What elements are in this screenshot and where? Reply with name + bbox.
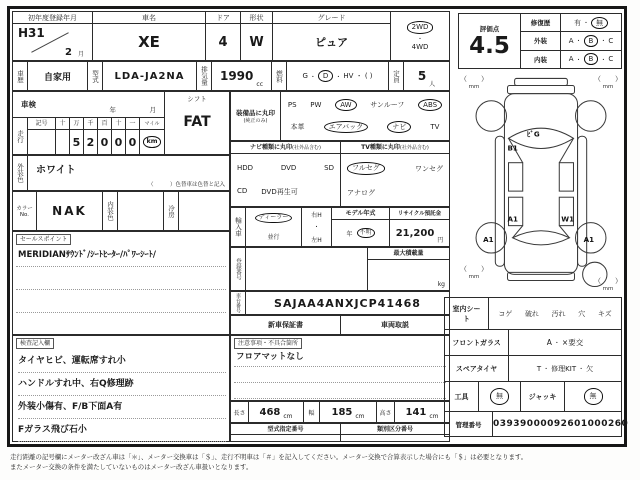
manage-no-value: 03939000092601000260 xyxy=(493,419,629,429)
front-glass-label: フロントガラス xyxy=(445,330,509,355)
classification-value xyxy=(341,435,449,441)
capacity-value: 5 xyxy=(417,69,427,83)
manage-no-row xyxy=(445,412,629,436)
seat-label: 室内シート xyxy=(445,298,489,329)
first-registration-era: H31 xyxy=(18,26,45,40)
nav-dvd-play: DVD再生可 xyxy=(261,187,298,196)
drive-2wd-circled: 2WD xyxy=(407,21,434,33)
mileage-digit: 0 xyxy=(100,135,109,149)
separator-dot: ・ xyxy=(416,35,423,43)
shaken-mileage-block xyxy=(12,91,230,155)
front-glass-ng-option: ×要交 xyxy=(561,338,584,347)
equip-leather: 本革 xyxy=(290,122,305,131)
seat-condition-row: 室内シート コゲ 破れ 汚れ 穴 キズ xyxy=(445,298,621,330)
equip-ps: PS xyxy=(287,100,297,109)
parallel-import: 並行 xyxy=(267,234,280,242)
nav-type-header: ナビ種類に丸印 xyxy=(250,144,293,151)
left-handle: 左H xyxy=(311,237,322,245)
color-change-note: （ ）色替車は色替と記入 xyxy=(147,182,225,188)
mileage-digit: 0 xyxy=(114,135,123,149)
evaluation-box xyxy=(458,13,622,69)
damage-diagram: （ ） mm （ ） mm （ ） mm （ ） mm ﾋﾞG B1 A1 A1 W1 A1 xyxy=(460,75,622,292)
mileage-digit: 5 xyxy=(72,135,81,149)
model-year-header: モデル年式 xyxy=(332,208,389,220)
registration-value xyxy=(246,248,368,290)
car-name-label: 車名 xyxy=(93,12,205,24)
footer-disclaimer xyxy=(10,452,632,472)
corner-bracket: （ ） xyxy=(594,277,622,285)
tv-oneseg: ワンセグ xyxy=(415,164,443,173)
equipment-label: 装備品に丸印 xyxy=(236,109,275,117)
spare-tire-row: スペアタイヤ T ・ 修理KIT ・ 欠 xyxy=(445,356,621,382)
note-line: ハンドルすれ中、右Q修理跡 xyxy=(18,373,226,396)
km-circled: km xyxy=(143,136,160,147)
interior-color-value xyxy=(118,192,164,230)
interior-grade-label: 内装 xyxy=(521,51,561,68)
model-code-label: 型式 xyxy=(88,62,103,90)
equipment-box xyxy=(230,91,450,141)
first-registration-month: 2 xyxy=(65,47,72,58)
shaken-cell xyxy=(13,92,164,118)
front-glass-row: フロントガラス A ・ ×要交 xyxy=(445,330,621,356)
left-rear-wheel-mark: A1 xyxy=(483,234,494,244)
sales-point-text: MERIDIANｻｳﾝﾄﾞ/ｼｰﾄﾋｰﾀｰ/ﾊﾟﾜｰｼｰﾄ/ xyxy=(18,250,156,260)
sheet-frame xyxy=(7,6,627,447)
spec-row: 車歴 自家用 型式 LDA-JA2NA 排気量 1990 cc 燃料 G ・ D ・ HV ・ ( ) 定員 5 人 xyxy=(12,61,450,91)
cautions-text: フロアマットなし xyxy=(236,352,304,362)
cautions-label: 注意事項・不具合箇所 xyxy=(234,338,302,349)
registration-row xyxy=(230,247,450,291)
displacement-label: 排気量 xyxy=(197,62,212,90)
color-no-value: NAK xyxy=(52,204,87,218)
shape-value: W xyxy=(249,34,264,50)
mile-label: マイル xyxy=(140,118,164,130)
spare-tire-label: スペアタイヤ xyxy=(445,356,509,381)
drive-type-cell xyxy=(391,12,449,60)
repair-history-label: 修復歴 xyxy=(521,14,561,31)
note-line: Fガラス飛び石小 xyxy=(18,419,226,442)
mileage-digit xyxy=(56,130,69,154)
shaken-label: 車検 xyxy=(21,100,36,109)
note-line: タイヤヒビ、運転席すれ小 xyxy=(18,350,226,373)
grade-label: グレード xyxy=(273,12,390,24)
shift-cell xyxy=(165,92,229,154)
tools-jack-row xyxy=(445,382,621,412)
length-label: 長さ xyxy=(233,409,246,417)
score-label: 評価点 xyxy=(479,25,500,33)
score-value: 4.5 xyxy=(469,33,510,59)
exterior-color-row xyxy=(12,155,230,191)
width-value: 185 xyxy=(331,406,353,418)
sales-point-box xyxy=(12,231,230,335)
recycle-deposit-unit: 円 xyxy=(437,237,444,244)
grade-value: ピュア xyxy=(315,36,348,49)
equipment-sublabel: (純正のみ) xyxy=(243,118,268,124)
displacement-unit: cc xyxy=(256,81,263,88)
fuel-other-options: HV ・ ( ) xyxy=(343,72,373,80)
nav-cd: CD xyxy=(237,186,248,195)
height-label: 高さ xyxy=(379,409,392,417)
capacity-label: 定員 xyxy=(389,62,404,90)
fuel-diesel-circled: D xyxy=(318,70,333,82)
model-year-unit: 年 xyxy=(346,230,353,238)
sales-point-label: セールスポイント xyxy=(16,234,71,245)
tv-analog: アナログ xyxy=(347,188,375,197)
condition-table xyxy=(444,297,629,437)
left-front-door-mark: B1 xyxy=(507,143,518,153)
header-row xyxy=(12,11,450,61)
type-numbers-row xyxy=(230,423,450,442)
mileage-sign-value xyxy=(28,130,55,154)
import-label: 輸入車 xyxy=(231,208,246,246)
length-value: 468 xyxy=(259,406,281,418)
tools-none-circled: 無 xyxy=(490,388,509,404)
tv-fullseg-circled: フルセグ xyxy=(347,162,385,174)
equip-navi-circled: ナビ xyxy=(387,121,411,133)
repair-no-circled: 無 xyxy=(591,17,608,29)
mileage-sign-col: 記号 xyxy=(28,118,55,130)
nav-hdd: HDD xyxy=(237,163,254,172)
jack-none-circled: 無 xyxy=(584,388,603,404)
inspection-notes-box xyxy=(12,335,230,442)
chassis-value: SAJAA4ANXJCP41468 xyxy=(274,296,421,310)
door-cell xyxy=(206,12,241,60)
jack-label: ジャッキ xyxy=(521,382,565,411)
inspection-notes-label: 検査記入欄 xyxy=(16,338,54,349)
recycle-deposit-value: 21,200 xyxy=(395,227,435,239)
mileage-digit: 0 xyxy=(128,135,137,149)
dimensions-row: 長さ 468 cm 幅 185 cm 高さ 141 cm xyxy=(230,401,450,423)
type-designation-label: 型式指定番号 xyxy=(231,424,340,435)
corner-bracket: （ ） xyxy=(460,75,488,83)
right-rear-door-mark: W1 xyxy=(561,214,575,224)
vehicle-manual-label: 車両取説 xyxy=(381,321,409,329)
use-value: 自家用 xyxy=(43,72,71,83)
mileage-row: 走行 記号 十 万 5 千 2 百 0 十 0 一 0 マイル km xyxy=(13,118,164,154)
corner-bracket: （ ） xyxy=(594,75,622,83)
fuel-label: 燃料 xyxy=(272,62,287,90)
equip-aw-circled: AW xyxy=(335,99,356,111)
ac-label: 冷房 xyxy=(164,192,179,230)
shift-value: FAT xyxy=(183,114,211,130)
color-no-row: カラー No. NAK 内装色 冷房 xyxy=(12,191,230,231)
dealer-circled: ディーラー xyxy=(255,213,293,224)
equip-airbag-circled: エアバック xyxy=(324,121,368,133)
right-rear-wheel-mark: A1 xyxy=(583,234,595,244)
import-row: 輸入車 ディーラー 並行 右H ・ 左H モデル年式 年 不明 リサイクル預託金 21,200 円 xyxy=(230,207,450,247)
exterior-grade-row: 外装 A ・ B ・ C xyxy=(521,32,621,50)
shape-label: 形状 xyxy=(241,12,272,24)
equip-sunroof: サンルーフ xyxy=(370,100,405,109)
ac-value xyxy=(179,192,229,230)
chassis-row xyxy=(230,291,450,315)
exterior-grade-label: 外装 xyxy=(521,32,561,49)
manage-no-label: 管理番号 xyxy=(445,412,493,436)
corner-bracket: （ ） xyxy=(460,265,488,273)
shaken-year-unit: 年 xyxy=(109,106,116,114)
repair-yes: 有 xyxy=(573,18,581,27)
mileage-digit: 2 xyxy=(86,135,95,149)
exterior-grade-b-circled: B xyxy=(584,35,599,47)
mileage-label: 走行 xyxy=(13,118,28,154)
nav-tv-box: ナビ種類に丸印(社外品含む) HDD DVD SD CD DVD再生可 TV種類に丸印(社外品含む) フルセグ ワンセグ アナログ xyxy=(230,141,450,207)
color-no-label: カラー xyxy=(16,206,33,212)
registration-label: 登録番号 xyxy=(231,248,246,290)
door-value: 4 xyxy=(218,34,228,50)
shaken-month-unit: 月 xyxy=(149,106,156,114)
max-load-unit: kg xyxy=(437,281,445,288)
exterior-color-value: ホワイト xyxy=(36,165,76,176)
fuel-gasoline: G xyxy=(302,72,308,80)
max-load-header: 最大積載量 xyxy=(368,248,449,260)
cautions-box xyxy=(230,335,450,401)
tools-label: 工具 xyxy=(445,382,479,411)
note-line: 外装小傷有、F/B下面A有 xyxy=(18,396,226,419)
disclaimer-line-2: またメーター交換の条件を満たしていないものはメーター改ざん車扱いとなります。 xyxy=(10,463,253,471)
interior-color-label: 内装色 xyxy=(103,192,118,230)
spare-tire-circle xyxy=(583,262,607,286)
width-label: 幅 xyxy=(308,409,315,417)
drive-4wd: 4WD xyxy=(411,42,429,51)
first-registration-label: 初年度登録年月 xyxy=(13,12,92,24)
grade-cell xyxy=(273,12,391,60)
left-rear-door-mark: A1 xyxy=(507,214,518,224)
capacity-unit: 人 xyxy=(429,81,436,88)
disclaimer-line-1: 走行距離の記号欄にメーター改ざん車は「＊」、メーター交換車は「＄」、走行不明車は「＃」を記入してください。メーター交換で合算表示した場合にも「＄」は必要となります。 xyxy=(10,453,528,461)
chassis-label: 車台番号 xyxy=(231,292,246,314)
recycle-deposit-header: リサイクル預託金 xyxy=(390,208,449,220)
car-name-cell xyxy=(93,12,206,60)
type-designation-value xyxy=(231,435,340,441)
new-car-warranty-label: 新車保証書 xyxy=(268,321,303,329)
nav-sd: SD xyxy=(324,163,334,172)
tv-type-header: TV種類に丸印 xyxy=(361,144,400,151)
equip-tv: TV xyxy=(430,122,440,131)
height-value: 141 xyxy=(405,406,427,418)
model-year-unknown-circled: 不明 xyxy=(357,228,375,239)
first-registration-cell xyxy=(13,12,93,60)
interior-grade-row: 内装 A ・ B ・ C xyxy=(521,51,621,68)
month-unit: 月 xyxy=(77,51,84,58)
equip-pw: PW xyxy=(310,100,322,109)
windshield-mark: ﾋﾞG xyxy=(526,129,540,139)
shift-label: シフト xyxy=(187,95,207,103)
nav-dvd: DVD xyxy=(280,163,297,172)
car-name-value: XE xyxy=(138,33,160,51)
displacement-value: 1990 xyxy=(219,69,254,83)
door-label: ドア xyxy=(206,12,240,24)
model-code-value: LDA-JA2NA xyxy=(114,70,185,82)
shape-cell xyxy=(241,12,273,60)
car-top-view xyxy=(474,77,608,289)
use-label: 車歴 xyxy=(13,62,28,90)
classification-label: 類別区分番号 xyxy=(341,424,449,435)
right-handle: 右H xyxy=(311,211,322,219)
equip-abs-circled: ABS xyxy=(418,99,442,111)
interior-grade-b-circled: B xyxy=(584,53,599,65)
repair-history-row: 修復歴 有 ・ 無 xyxy=(521,14,621,32)
warranty-row xyxy=(230,315,450,335)
exterior-color-label: 外装色 xyxy=(13,156,28,190)
